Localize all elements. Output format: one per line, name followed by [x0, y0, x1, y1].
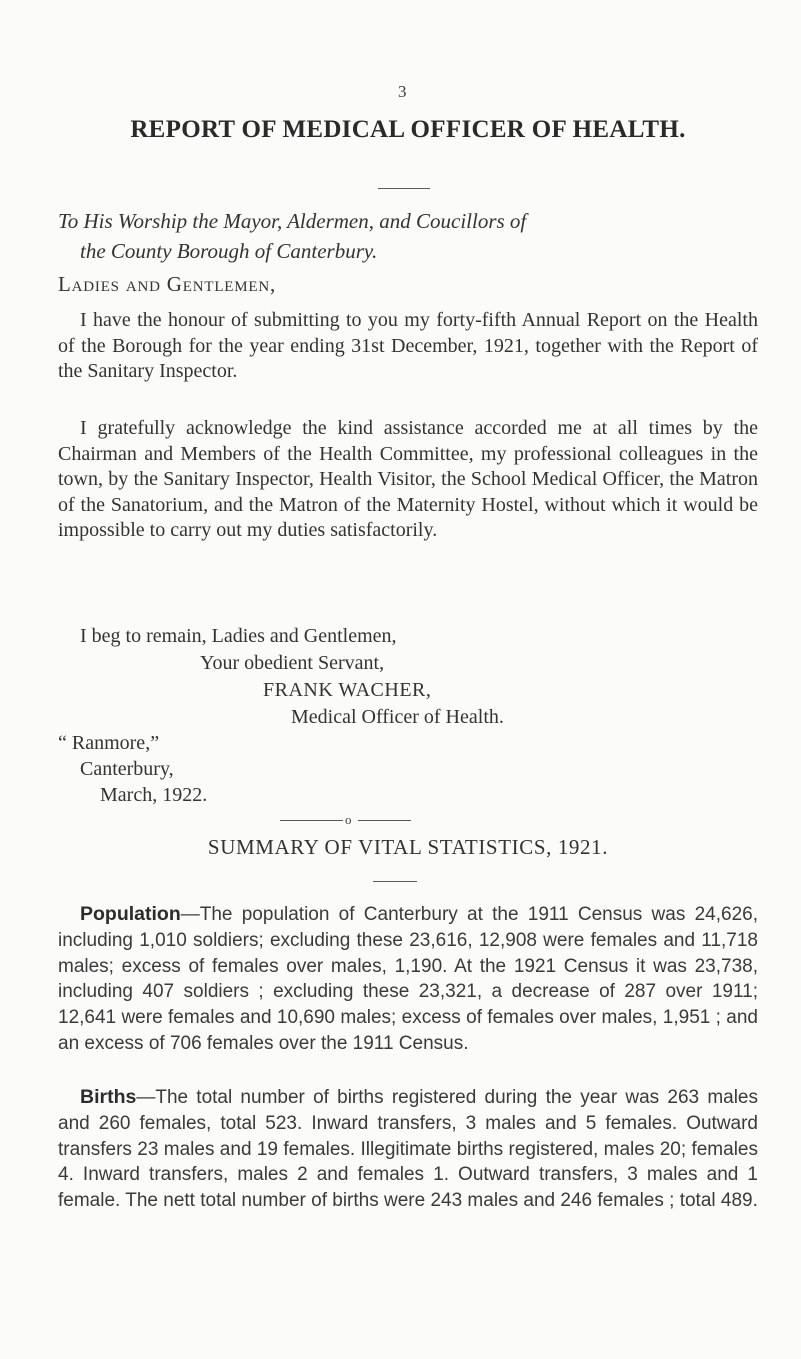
- page-number: 3: [398, 82, 407, 101]
- divider-mark: o: [345, 812, 352, 827]
- paragraph-submission: [58, 308, 758, 385]
- divider-dash-left: [280, 820, 343, 821]
- summary-rule: [373, 881, 417, 882]
- place-date-block: [58, 730, 207, 808]
- place-line-3: March, 1922.: [100, 784, 208, 806]
- signature-title: Medical Officer of Health.: [291, 706, 504, 728]
- document-page: [58, 0, 758, 1359]
- births-heading: Births: [80, 1086, 137, 1108]
- signature-name: FRANK WACHER,: [263, 679, 432, 701]
- divider-dash-right: [358, 820, 411, 821]
- section-divider: [280, 812, 440, 828]
- births-section: [58, 1085, 758, 1214]
- place-line-2: Canterbury,: [80, 758, 174, 780]
- address-block: [58, 206, 758, 266]
- population-section: [58, 902, 758, 1057]
- address-line-1: To His Worship the Mayor, Aldermen, and Coucillors of: [58, 209, 527, 233]
- paragraph-acknowledgement: [58, 416, 758, 544]
- population-text: —The population of Canterbury at the 1911 Census was 24,626, including 1,010 soldiers; excluding these 23,616, 12,908 were females and 11,718 males; excess of females over males, 1,190. At the 1921 Census it was 23,738, including 407 soldiers ; excluding these 23,321, a decrease of 287 over 1911; 12,641 were females and 10,690 males; excess of females over males, 1,951 ; and an excess of 706 females over the 1911 Census.: [58, 904, 758, 1054]
- place-line-1: “ Ranmore,”: [58, 732, 160, 754]
- paragraph-submission-text: I have the honour of submitting to you my forty-fifth Annual Report on the Health of the Borough for the year ending 31st December, 1921, together with the Report of the Sanitary Inspector.: [58, 309, 758, 382]
- address-line-2: the County Borough of Canterbury.: [80, 239, 378, 263]
- salutation: Ladies and Gentlemen,: [58, 272, 277, 296]
- closing-line-2: Your obedient Servant,: [200, 652, 385, 674]
- report-title: REPORT OF MEDICAL OFFICER OF HEALTH.: [130, 116, 686, 143]
- title-rule: [378, 188, 430, 189]
- paragraph-acknowledgement-text: I gratefully acknowledge the kind assistance accorded me at all times by the Chairman and Members of the Health Committee, my professional colleagues in the town, by the Sanitary Inspector, Health Visitor, the School Medical Officer, the Matron of the Sanatorium, and the Matron of the Maternity Hostel, without which it would be impossible to carry out my duties satisfactorily.: [58, 417, 758, 541]
- summary-title: SUMMARY OF VITAL STATISTICS, 1921.: [207, 835, 609, 859]
- closing-line-1: I beg to remain, Ladies and Gentlemen,: [80, 625, 397, 647]
- births-text: —The total number of births registered during the year was 263 males and 260 females, total 523. Inward transfers, 3 males and 5 females. Outward transfers 23 males and 19 females. Illegitimate births registered, males 20; females 4. Inward transfers, males 2 and females 1. Outward transfers, 3 males and 1 female. The nett total number of births were 243 males and 246 females ; total 489.: [58, 1087, 758, 1212]
- population-heading: Population: [80, 903, 181, 925]
